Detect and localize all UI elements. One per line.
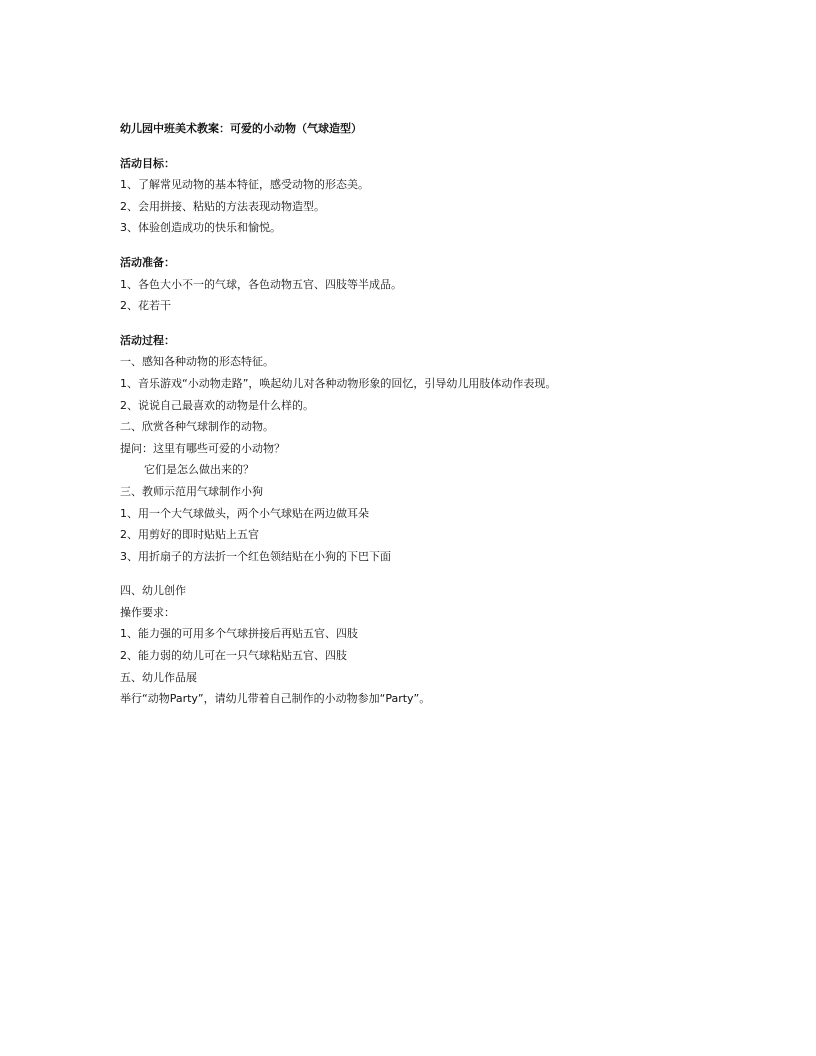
document-page xyxy=(120,118,720,710)
preparation-heading: 活动准备： xyxy=(120,255,175,269)
process-heading: 活动过程： xyxy=(120,333,175,347)
process-line: 二、欣赏各种气球制作的动物。 xyxy=(120,420,274,434)
preparation-item: 1、各色大小不一的气球，各色动物五官、四肢等半成品。 xyxy=(120,277,402,291)
process-line: 三、教师示范用气球制作小狗 xyxy=(120,484,263,498)
goals-item: 1、了解常见动物的基本特征，感受动物的形态美。 xyxy=(120,178,369,192)
process-line: 举行“动物Party”，请幼儿带着自己制作的小动物参加“Party”。 xyxy=(120,692,431,706)
process-line: 2、用剪好的即时贴贴上五官 xyxy=(120,528,259,542)
process-line: 一、感知各种动物的形态特征。 xyxy=(120,355,274,369)
process-line: 四、幼儿创作 xyxy=(120,584,186,598)
document-title: 幼儿园中班美术教案：可爱的小动物（气球造型） xyxy=(120,122,362,135)
process-line: 1、音乐游戏“小动物走路”，唤起幼儿对各种动物形象的回忆，引导幼儿用肢体动作表现。 xyxy=(120,376,557,390)
process-line: 五、幼儿作品展 xyxy=(120,670,197,684)
process-line: 1、能力强的可用多个气球拼接后再贴五官、四肢 xyxy=(120,627,358,641)
process-line: 提问：这里有哪些可爱的小动物？ xyxy=(120,441,285,455)
process-line: 操作要求： xyxy=(120,605,175,619)
process-line: 它们是怎么做出来的？ xyxy=(144,463,254,477)
process-line: 1、用一个大气球做头，两个小气球贴在两边做耳朵 xyxy=(120,506,369,520)
preparation-item: 2、花若干 xyxy=(120,299,171,313)
process-line: 3、用折扇子的方法折一个红色领结贴在小狗的下巴下面 xyxy=(120,549,391,563)
process-line: 2、能力弱的幼儿可在一只气球粘贴五官、四肢 xyxy=(120,649,347,663)
process-line: 2、说说自己最喜欢的动物是什么样的。 xyxy=(120,398,314,412)
goals-item: 3、体验创造成功的快乐和愉悦。 xyxy=(120,221,281,235)
goals-item: 2、会用拼接、粘贴的方法表现动物造型。 xyxy=(120,199,325,213)
goals-heading: 活动目标： xyxy=(120,156,175,170)
